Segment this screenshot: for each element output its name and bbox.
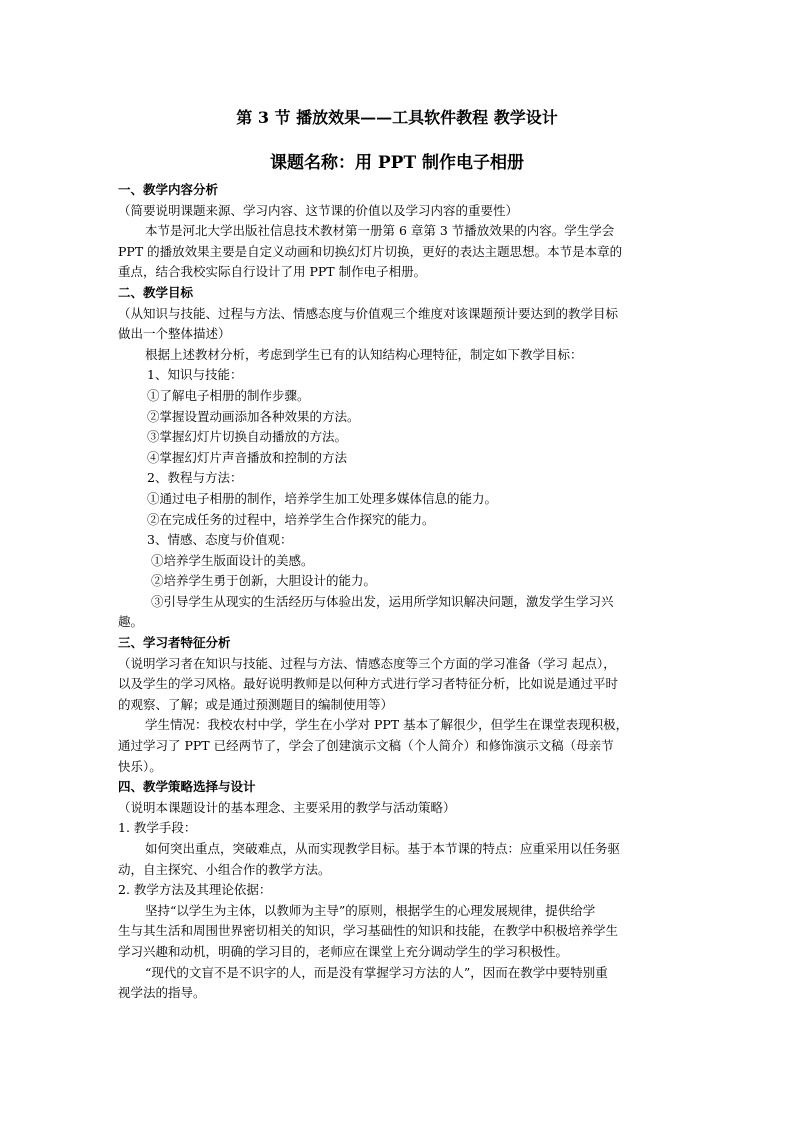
section-note: （说明本课题设计的基本理念、主要采用的教学与活动策略）: [118, 799, 456, 815]
section-heading: 三、学习者特征分析: [118, 635, 231, 651]
lesson-title: 课题名称：用 PPT 制作电子相册: [269, 153, 525, 173]
list-heading: 1、知识与技能：: [147, 367, 243, 383]
section-note: 做出一个整体描述）: [118, 326, 231, 342]
paragraph-line: “现代的文盲不是不识字的人，而是没有掌握学习方法的人”，因而在教学中要特别重: [145, 964, 608, 980]
paragraph-line: 学生情况：我校农村中学，学生在小学对 PPT 基本了解很少，但学生在课堂表现积极，: [145, 717, 629, 733]
list-item: ③掌握幻灯片切换自动播放的方法。: [147, 429, 348, 445]
paragraph-line: 坚持“以学生为主体，以教师为主导”的原则，根据学生的心理发展规律，提供给学: [145, 902, 596, 918]
list-item: ②培养学生勇于创新，大胆设计的能力。: [151, 573, 377, 589]
paragraph-line: 学习兴趣和动机，明确的学习目的，老师应在课堂上充分调动学生的学习积极性。: [118, 943, 569, 959]
list-item: ③引导学生从现实的生活经历与体验出发，运用所学知识解决问题，激发学生学习兴: [151, 593, 614, 609]
paragraph-line: 视学法的指导。: [118, 985, 206, 1001]
section-heading: 二、教学目标: [118, 284, 194, 300]
paragraph-line: 生与其生活和周围世界密切相关的知识，学习基础性的知识和技能，在教学中积极培养学生: [118, 923, 619, 939]
section-note: （简要说明课题来源、学习内容、这节课的价值以及学习内容的重要性）: [118, 202, 519, 218]
section-note: 以及学生的学习风格。最好说明教师是以何种方式进行学习者特征分析，比如说是通过平时: [118, 676, 619, 692]
paragraph-line: 动，自主探究、小组合作的教学方法。: [118, 861, 331, 877]
list-item: ①培养学生版面设计的美感。: [151, 552, 314, 568]
list-item: ④掌握幻灯片声音播放和控制的方法: [147, 449, 348, 465]
section-heading: 四、教学策略选择与设计: [118, 779, 256, 795]
document-title: 第 3 节 播放效果——工具软件教程 教学设计: [236, 108, 558, 127]
paragraph-line: 如何突出重点，突破难点，从而实现教学目标。基于本节课的特点：应重采用以任务驱: [145, 841, 621, 856]
paragraph-line: 快乐）。: [118, 758, 162, 774]
paragraph-line: 趣。: [118, 614, 144, 630]
section-note: （说明学习者在知识与技能、过程与方法、情感态度等三个方面的学习准备（学习 起点），: [118, 655, 616, 671]
list-item: ①了解电子相册的制作步骤。: [147, 387, 310, 403]
list-item: ②掌握设置动画添加各种效果的方法。: [147, 408, 360, 424]
paragraph-line: 重点，结合我校实际自行设计了用 PPT 制作电子相册。: [118, 264, 427, 280]
paragraph-line: 本节是河北大学出版社信息技术教材第一册第 6 章第 3 节播放效果的内容。学生学会: [145, 223, 615, 239]
subsection-heading: 2. 教学方法及其理论依据：: [118, 882, 272, 898]
section-heading: 一、教学内容分析: [118, 182, 219, 197]
paragraph-line: 根据上述教材分析，考虑到学生已有的认知结构心理特征，制定如下教学目标：: [145, 346, 583, 362]
section-note: （从知识与技能、过程与方法、情感态度与价值观三个维度对该课题预计要达到的教学目标: [118, 305, 619, 321]
list-item: ②在完成任务的过程中，培养学生合作探究的能力。: [147, 511, 435, 527]
list-item: ①通过电子相册的制作，培养学生加工处理多媒体信息的能力。: [147, 490, 498, 506]
list-heading: 3、情感、态度与价值观：: [147, 532, 293, 548]
subsection-heading: 1. 教学手段：: [118, 820, 197, 836]
document-body: [118, 180, 678, 1004]
paragraph-line: 通过学习了 PPT 已经两节了，学会了创建演示文稿（个人简介）和修饰演示文稿（母亲节: [118, 738, 614, 754]
paragraph-line: PPT 的播放效果主要是自定义动画和切换幻灯片切换，更好的表达主题思想。本节是本章的: [118, 243, 623, 259]
list-heading: 2、教程与方法：: [147, 470, 243, 486]
section-note: 的观察、了解；或是通过预测题目的编制使用等）: [118, 696, 394, 712]
